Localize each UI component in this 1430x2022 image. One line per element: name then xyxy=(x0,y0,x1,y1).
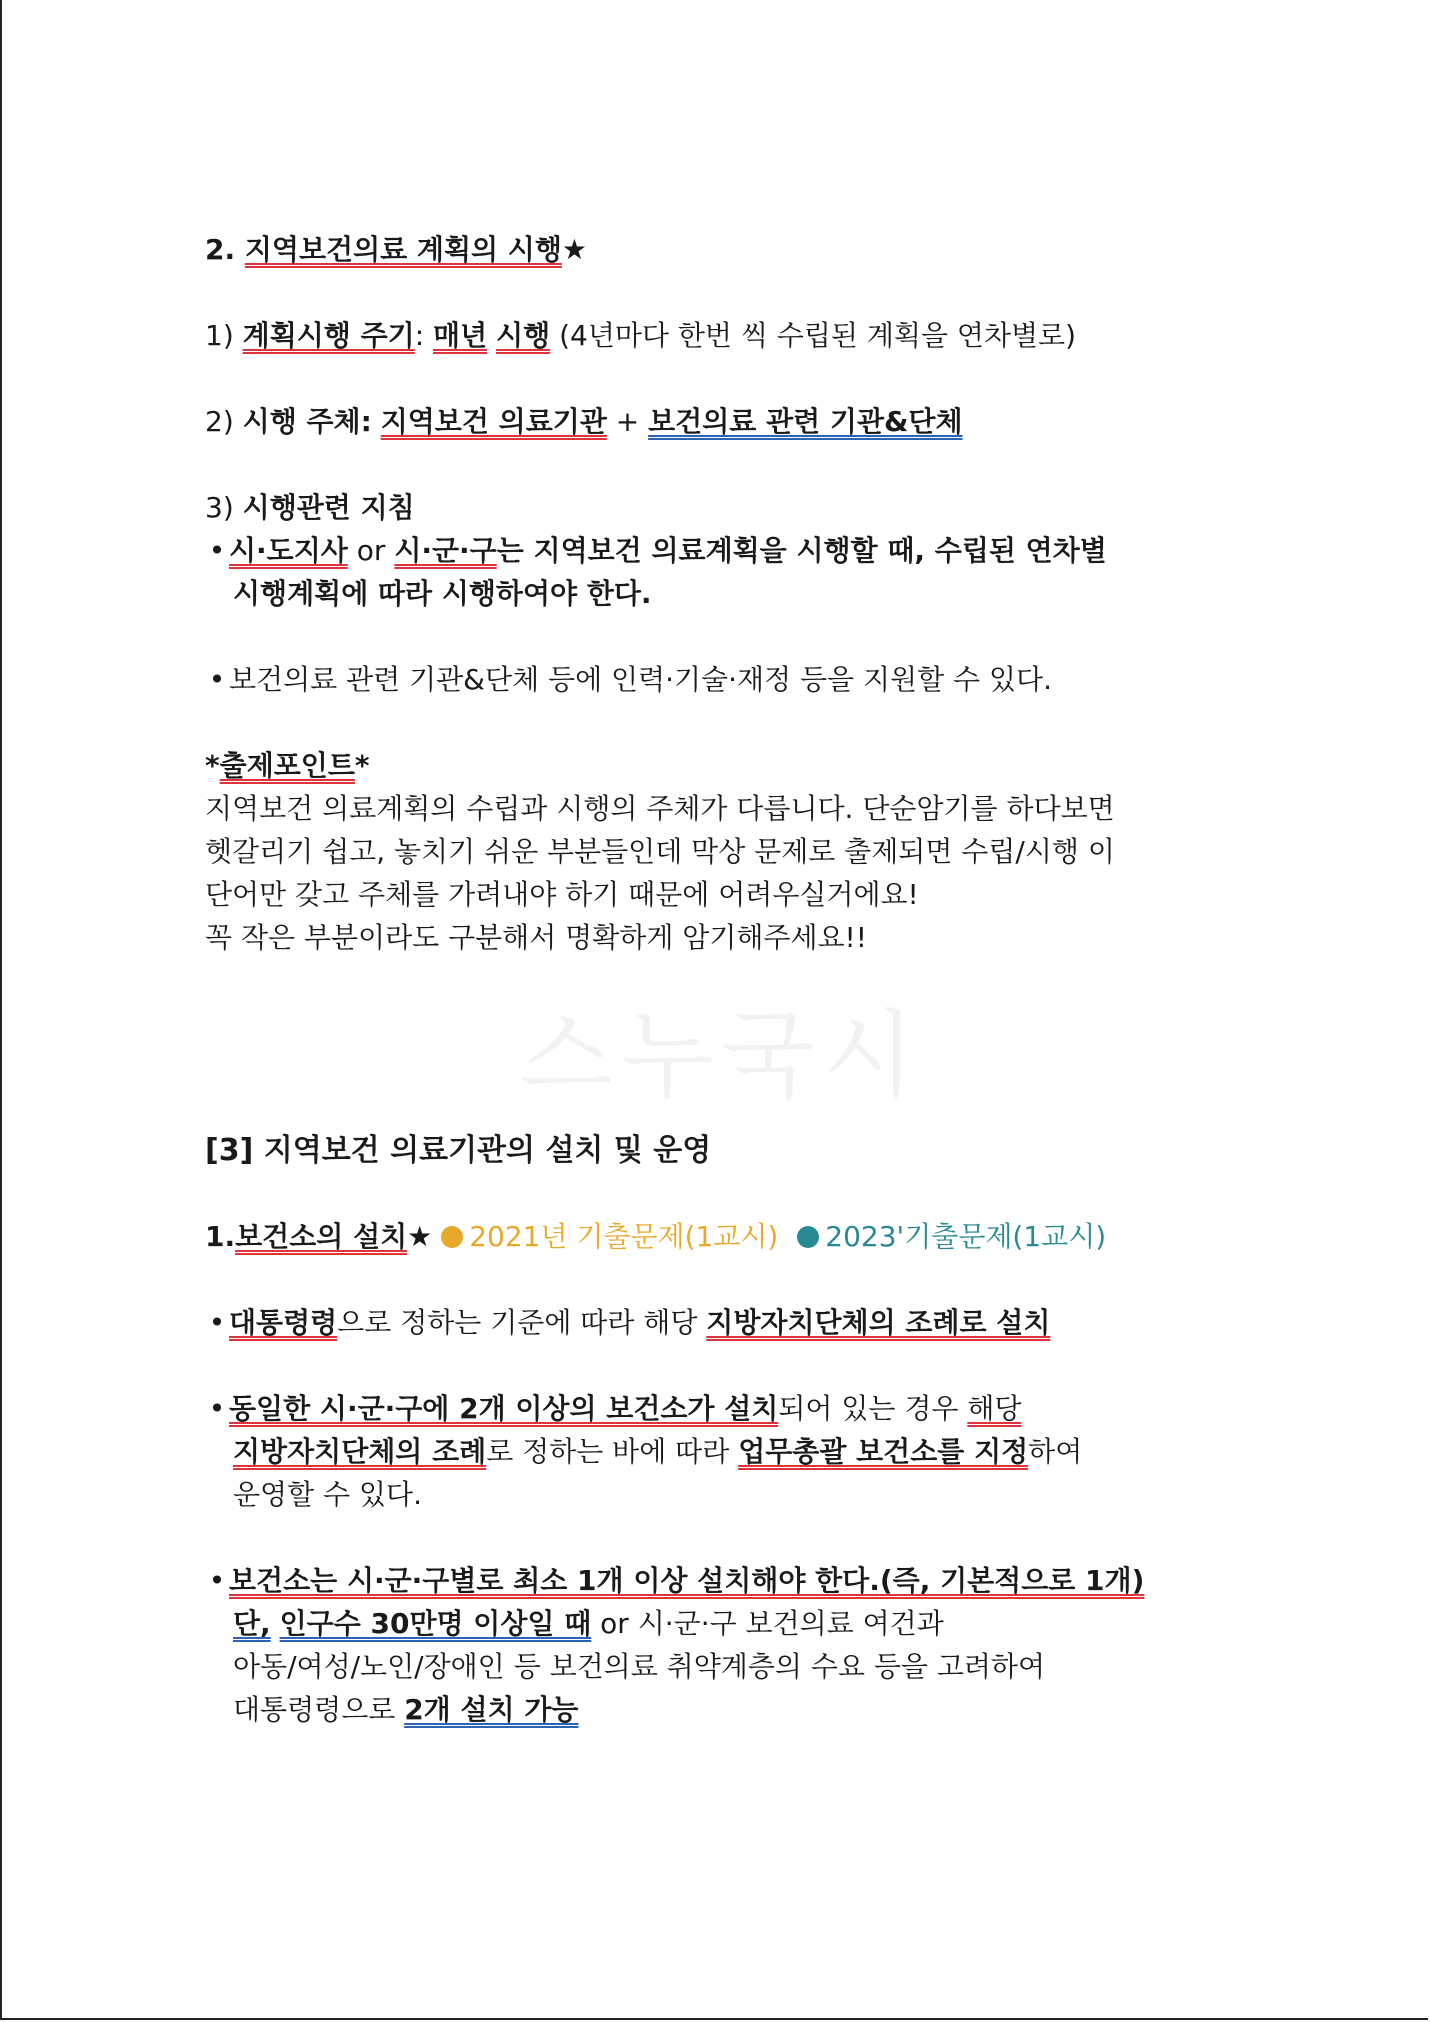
bullet-icon: • xyxy=(208,1564,226,1597)
watermark: 스누국시 xyxy=(520,1000,923,1112)
section-3-title: [3] 지역보건 의료기관의 설치 및 운영 xyxy=(205,1133,712,1168)
exam-point-line: 헷갈리기 쉽고, 놓치기 쉬운 부분들인데 막상 문제로 출제되면 수립/시행 이 xyxy=(205,835,1115,868)
star-icon: ★ xyxy=(407,1220,433,1253)
exam-point-line: 단어만 갖고 주체를 가려내야 하기 때문에 어려우실거에요! xyxy=(205,878,919,911)
exam-point-line: 지역보건 의료계획의 수립과 시행의 주체가 다릅니다. 단순암기를 하다보면 xyxy=(205,792,1115,825)
exam-point-title: *출제포인트* xyxy=(205,749,370,782)
document-content xyxy=(205,228,1245,1731)
star-icon: ★ xyxy=(561,233,588,266)
sec3-bullet-2-cont: 지방자치단체의 조례로 정하는 바에 따라 업무총괄 보건소를 지정하여 xyxy=(233,1435,1083,1468)
sec3-bullet-3: • 보건소는 시·군·구별로 최소 1개 이상 설치해야 한다.(즉, 기본적으로 1개) xyxy=(205,1559,1245,1602)
exam-point-line: 꼭 작은 부분이라도 구분해서 명확하게 암기해주세요!! xyxy=(205,921,868,954)
bullet-icon: • xyxy=(208,1392,226,1425)
sec3-bullet-3-cont: 대통령령으로 2개 설치 가능 xyxy=(233,1693,579,1726)
item-3-bullet-2: • 보건의료 관련 기관&단체 등에 인력·기술·재정 등을 지원할 수 있다. xyxy=(205,658,1245,701)
sec3-bullet-2: • 동일한 시·군·구에 2개 이상의 보건소가 설치되어 있는 경우 해당 xyxy=(205,1387,1245,1430)
sec3-bullet-1: • 대통령령으로 정하는 기준에 따라 해당 지방자치단체의 조례로 설치 xyxy=(205,1301,1245,1344)
exam-tag-2023: 2023'기출문제(1교시) xyxy=(825,1220,1107,1253)
sec3-bullet-3-cont: 단, 인구수 30만명 이상일 때 or 시·군·구 보건의료 여건과 xyxy=(233,1607,944,1640)
section-2-title: 2. 지역보건의료 계획의 시행★ xyxy=(205,233,588,266)
section-3-sub-1-title: 1.보건소의 설치★ 2021년 기출문제(1교시) 2023'기출문제(1교시) xyxy=(205,1220,1107,1253)
bullet-icon: • xyxy=(208,1306,226,1339)
teal-dot-icon xyxy=(797,1226,819,1248)
exam-tag-2021: 2021년 기출문제(1교시) xyxy=(469,1220,779,1253)
item-3-bullet-1: • 시·도지사 or 시·군·구는 지역보건 의료계획을 시행할 때, 수립된 연차별 xyxy=(205,529,1245,572)
sec3-bullet-3-cont: 아동/여성/노인/장애인 등 보건의료 취약계층의 수요 등을 고려하여 xyxy=(233,1650,1046,1683)
yellow-dot-icon xyxy=(441,1226,463,1248)
sec3-bullet-2-cont: 운영할 수 있다. xyxy=(233,1478,422,1511)
section-2-title-text: 지역보건의료 계획의 시행 xyxy=(244,233,562,266)
item-2: 2) 시행 주체: 지역보건 의료기관 + 보건의료 관련 기관&단체 xyxy=(205,405,963,438)
item-1: 1) 계획시행 주기: 매년 시행 (4년마다 한번 씩 수립된 계획을 연차별로) xyxy=(205,319,1077,352)
bullet-icon: • xyxy=(208,534,226,567)
item-3-bullet-1-cont: 시행계획에 따라 시행하여야 한다. xyxy=(233,577,652,610)
bullet-icon: • xyxy=(208,663,226,696)
item-3: 3) 시행관련 지침 xyxy=(205,491,415,524)
